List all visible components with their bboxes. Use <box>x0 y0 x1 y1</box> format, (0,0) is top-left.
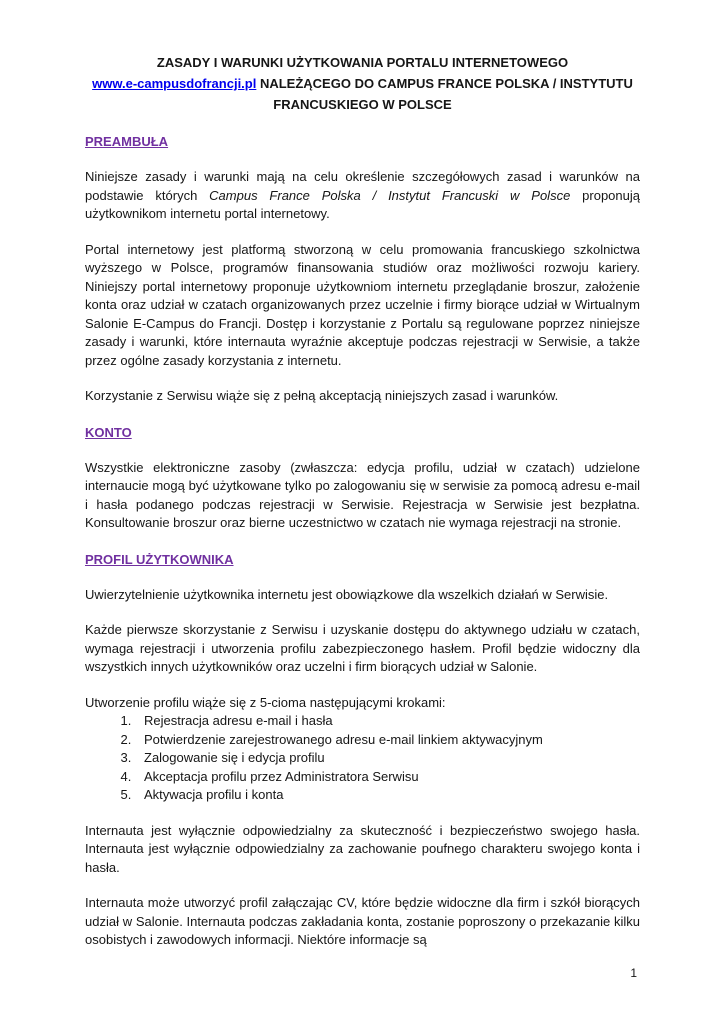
campus-france-italic-text: Campus France Polska / Instytut Francuski w Polsce <box>209 187 571 203</box>
document-title <box>85 52 640 115</box>
profile-step-item: 4. Akceptacja profilu przez Administratora Serwisu <box>135 768 640 787</box>
profile-step-item: 5. Aktywacja profilu i konta <box>135 786 640 805</box>
section-heading-konto: KONTO <box>85 424 132 440</box>
preambula-paragraph-1 <box>85 168 640 224</box>
profile-step-item: 3. Zalogowanie się i edycja profilu <box>135 749 640 768</box>
title-line-3: FRANCUSKIEGO W POLSCE <box>273 97 452 112</box>
section-heading-profil-uzytkownika: PROFIL UŻYTKOWNIKA <box>85 551 234 567</box>
profil-paragraph-1: Uwierzytelnienie użytkownika internetu jest obowiązkowe dla wszelkich działań w Serwisie. <box>85 586 609 602</box>
preambula-paragraph-3: Korzystanie z Serwisu wiąże się z pełną akceptacją niniejszych zasad i warunków. <box>85 388 559 403</box>
portal-url-link[interactable]: www.e-campusdofrancji.pl <box>92 76 257 91</box>
title-line-1: ZASADY I WARUNKI UŻYTKOWANIA PORTALU INTERNETOWEGO <box>156 55 569 70</box>
preambula-paragraph-2: Portal internetowy jest platformą stworzoną w celu promowania francuskiego szkolnictwa wyższego w Polsce, programów finansowania studiów oraz możliwości rozwoju kariery. Niniejszy portal internetowy proponuje użytkowniom internetu przeglądanie broszur, założenie konta oraz udział w czatach organizowanych przez uczelnie i firmy biorące udział w Wirtualnym Salonie E-Campus do Francji. Dostęp i korzystanie z Portalu są regulowane poprzez niniejsze zasady i warunki, które internauta wyraźnie akceptuje podczas rejestracji w Serwisie, a także przez ogólne zasady korzystania z internetu. <box>85 241 640 368</box>
profile-step-item: 1. Rejestracja adresu e-mail i hasła <box>135 712 640 731</box>
section-heading-preambula: PREAMBUŁA <box>85 134 169 149</box>
profil-paragraph-2: Każde pierwsze skorzystanie z Serwisu i uzyskanie dostępu do aktywnego udziału w czatach, wymaga rejestracji i utworzenia profilu zabezpieczonego hasłem. Profil będzie widoczny dla wszystkich innych użytkowników oraz uczelni i firm biorących udział w Salonie. <box>85 622 640 674</box>
profile-steps-intro: Utworzenie profilu wiąże się z 5-cioma następującymi krokami: <box>85 694 446 710</box>
konto-paragraph-1: Wszystkie elektroniczne zasoby (zwłaszcza: edycja profilu, udział w czatach) udzielone internaucie mogą być użytkowane tylko po zalogowaniu się w serwisie za pomocą adresu e-mail i hasła podanego podczas rejestracji w Serwisie. Rejestracja w Serwisie jest bezpłatna. Konsultowanie broszur oraz bierne uczestnictwo w czatach nie wymaga rejestracji na stronie. <box>85 459 640 530</box>
profile-step-item: 2. Potwierdzenie zarejestrowanego adresu e-mail linkiem aktywacyjnym <box>135 731 640 750</box>
preambula-p1-after: proponują użytkownikom internetu portal internetowy. <box>85 187 640 221</box>
title-line-2 <box>85 73 640 94</box>
profile-steps-list <box>85 712 640 805</box>
profil-paragraph-4: Internauta może utworzyć profil załączając CV, które będzie widoczne dla firm i szkół biorących udział w Salonie. Internauta podczas zakładania konta, zostanie poproszony o przekazanie kilku osobistych i zawodowych informacji. Niektóre informacje są <box>85 895 640 947</box>
preambula-p1-before: Niniejsze zasady i warunki mają na celu określenie szczegółowych zasad i warunków na podstawie których <box>85 169 640 203</box>
profil-paragraph-3: Internauta jest wyłącznie odpowiedzialny za skuteczność i bezpieczeństwo swojego hasła. Internauta jest wyłącznie odpowiedzialny za zachowanie poufnego charakteru swojego konta i hasła. <box>85 822 640 875</box>
title-line-2-rest: NALEŻĄCEGO DO CAMPUS FRANCE POLSKA / INSTYTUTU <box>256 76 633 91</box>
page-number: 1 <box>630 965 637 980</box>
